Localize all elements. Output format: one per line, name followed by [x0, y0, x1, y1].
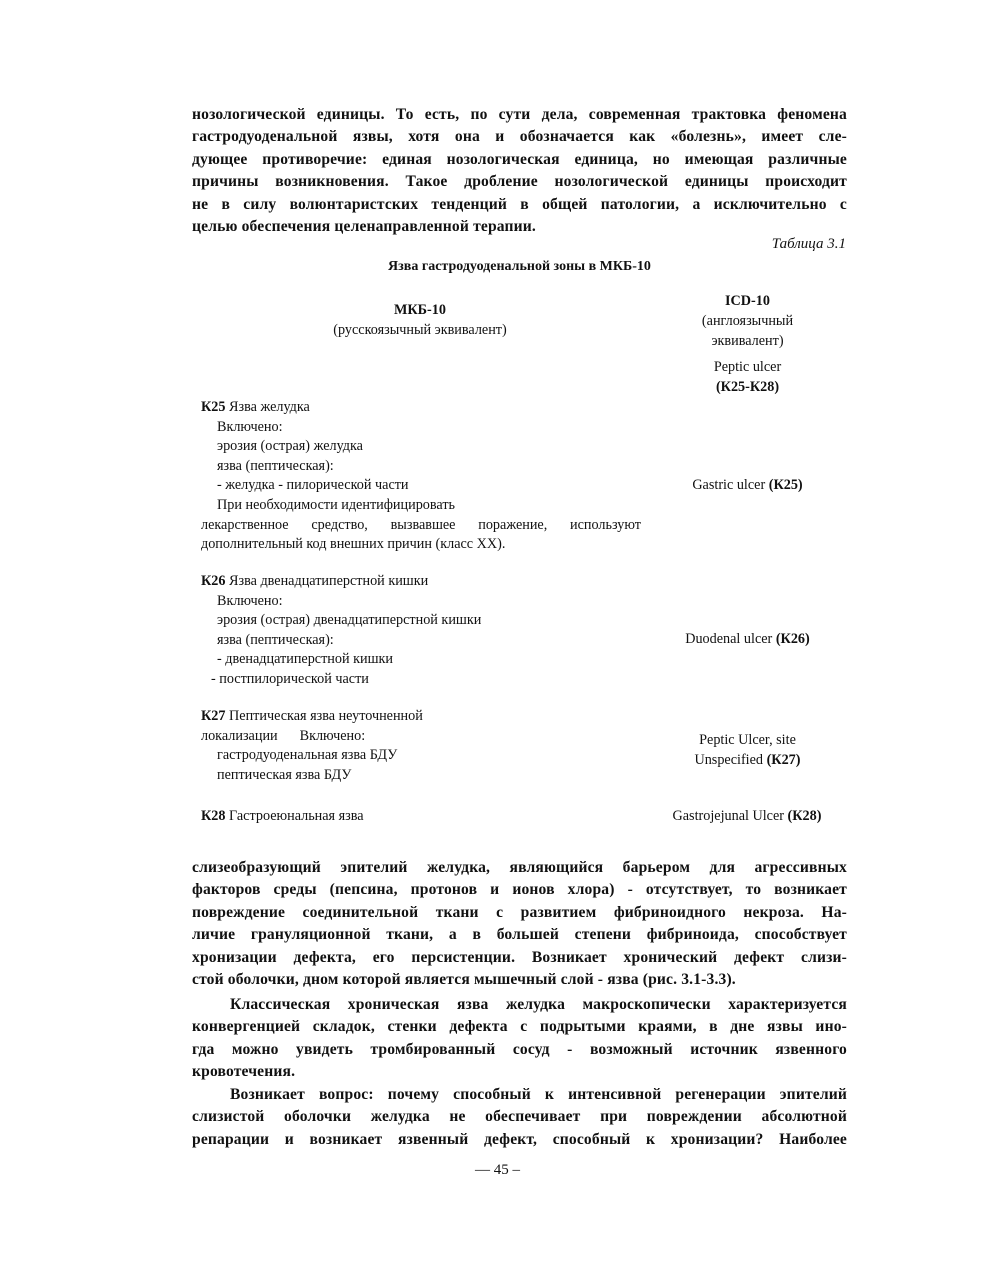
group-name: Peptic ulcer — [713, 359, 782, 375]
left-column-header — [260, 300, 580, 340]
en-name: Gastric ulcer — [692, 477, 766, 493]
entry-line: пептическая язва БДУ — [217, 766, 352, 783]
text-line: Классическая хроническая язва желудка макроскопически характеризуется — [230, 996, 847, 1013]
text-line: не в силу волюнтаристских тенденций в общей патологии, а исключительно с — [192, 195, 847, 213]
text-line: нозологической единицы. То есть, по сути дела, современная трактовка феномена — [192, 106, 847, 123]
table-caption: Таблица 3.1 — [771, 236, 846, 252]
text-line: слизеобразующий эпителий желудка, являющийся барьером для агрессивных — [192, 859, 847, 876]
right-header-subtitle: эквивалент) — [711, 333, 784, 349]
text-line: гастродуоденальной язвы, хотя она и обозначается как «болезнь», имеет сле- — [192, 128, 847, 146]
entry-en-k27 — [625, 731, 870, 770]
entry-code: К27 — [201, 708, 226, 724]
paragraph-4 — [192, 1084, 847, 1151]
entry-line: дополнительный код внешних причин (класс XX). — [201, 536, 506, 553]
entry-code: К26 — [201, 573, 226, 589]
text-line: конвергенцией складок, стенки дефекта с подрытыми краями, в дне язвы ино- — [192, 1018, 847, 1036]
entry-name: Пептическая язва неуточненной — [229, 708, 423, 724]
en-code: (К28) — [787, 808, 822, 824]
entry-line: Включено: — [217, 592, 283, 609]
entry-line: При необходимости идентифицировать — [217, 496, 456, 513]
entry-line: язва (пептическая): — [217, 457, 334, 474]
right-header-title: ICD-10 — [725, 293, 770, 309]
entry-k26 — [201, 572, 481, 690]
text-line: кровотечения. — [192, 1063, 296, 1081]
entry-name: Язва двенадцатиперстной кишки — [229, 573, 429, 589]
text-line: факторов среды (пепсина, протонов и ионов хлора) - отсутствует, то возникает — [192, 881, 847, 899]
entry-line: - постпилорической части — [211, 670, 369, 687]
en-name: Duodenal ulcer — [685, 631, 773, 647]
entry-line: - двенадцатиперстной кишки — [217, 651, 394, 668]
text-line: повреждение соединительной ткани с развитием фибриноидного некроза. На- — [192, 903, 847, 921]
entry-k28 — [201, 807, 364, 827]
left-header-title: МКБ-10 — [394, 302, 446, 318]
text-line: слизистой оболочки желудка не обеспечивает при повреждении абсолютной — [192, 1108, 847, 1126]
text-line: стой оболочки, дном которой является мышечный слой - язва (рис. 3.1-3.3). — [192, 971, 736, 989]
text-line: целью обеспечения целенаправленной терапии. — [192, 218, 536, 236]
entry-en-k28 — [622, 807, 872, 827]
en-code: (К25) — [768, 477, 803, 493]
entry-line: лекарственное средство, вызвавшее поражение, используют — [201, 516, 641, 533]
entry-included: Включено: — [299, 727, 366, 744]
entry-k25 — [201, 398, 641, 555]
paragraph-2 — [192, 857, 847, 991]
right-header-subtitle: (англоязычный — [701, 313, 794, 329]
top-paragraph — [192, 104, 847, 238]
en-name-line: Peptic Ulcer, site — [699, 732, 796, 748]
entry-name: Гастроеюнальная язва — [229, 808, 364, 824]
en-code: (К26) — [775, 631, 810, 647]
entry-k27 — [201, 707, 423, 785]
text-line: личие грануляционной ткани, а в большей степени фибриноида, способствует — [192, 926, 847, 944]
entry-code: К28 — [201, 808, 226, 824]
entry-line: эрозия (острая) желудка — [217, 438, 363, 455]
page-number: — 45 – — [475, 1162, 520, 1178]
text-line: Возникает вопрос: почему способный к интенсивной регенерации эпителий — [230, 1086, 847, 1103]
entry-name: Язва желудка — [229, 399, 310, 415]
en-name: Unspecified — [694, 751, 764, 768]
entry-name-cont: локализации — [201, 727, 278, 744]
entry-code: К25 — [201, 399, 226, 415]
en-name: Gastrojejunal Ulcer — [672, 808, 784, 824]
right-column-header — [640, 291, 855, 397]
entry-line: Включено: — [217, 418, 283, 435]
text-line: причины возникновения. Такое дробление нозологической единицы происходит — [192, 173, 847, 191]
entry-line: гастродуоденальная язва БДУ — [217, 747, 398, 764]
text-line: дующее противоречие: единая нозологическая единица, но имеющая различные — [192, 150, 847, 168]
table-title: Язва гастродуоденальной зоны в МКБ-10 — [388, 259, 651, 274]
entry-line: - желудка - пилорической части — [217, 477, 409, 494]
group-code: (К25-К28) — [715, 379, 780, 395]
entry-en-k25 — [625, 476, 870, 496]
paragraph-3 — [192, 994, 847, 1084]
entry-line: эрозия (острая) двенадцатиперстной кишки — [217, 612, 482, 629]
left-header-subtitle: (русскоязычный эквивалент) — [333, 322, 507, 338]
en-code: (К27) — [766, 751, 801, 768]
text-line: гда можно увидеть тромбированный сосуд - возможный источник язвенного — [192, 1040, 847, 1058]
text-line: хронизации дефекта, его персистенции. Возникает хронический дефект слизи- — [192, 948, 847, 966]
text-line: репарации и возникает язвенный дефект, способный к хронизации? Наиболее — [192, 1130, 847, 1148]
entry-line: язва (пептическая): — [217, 631, 334, 648]
entry-en-k26 — [625, 630, 870, 650]
